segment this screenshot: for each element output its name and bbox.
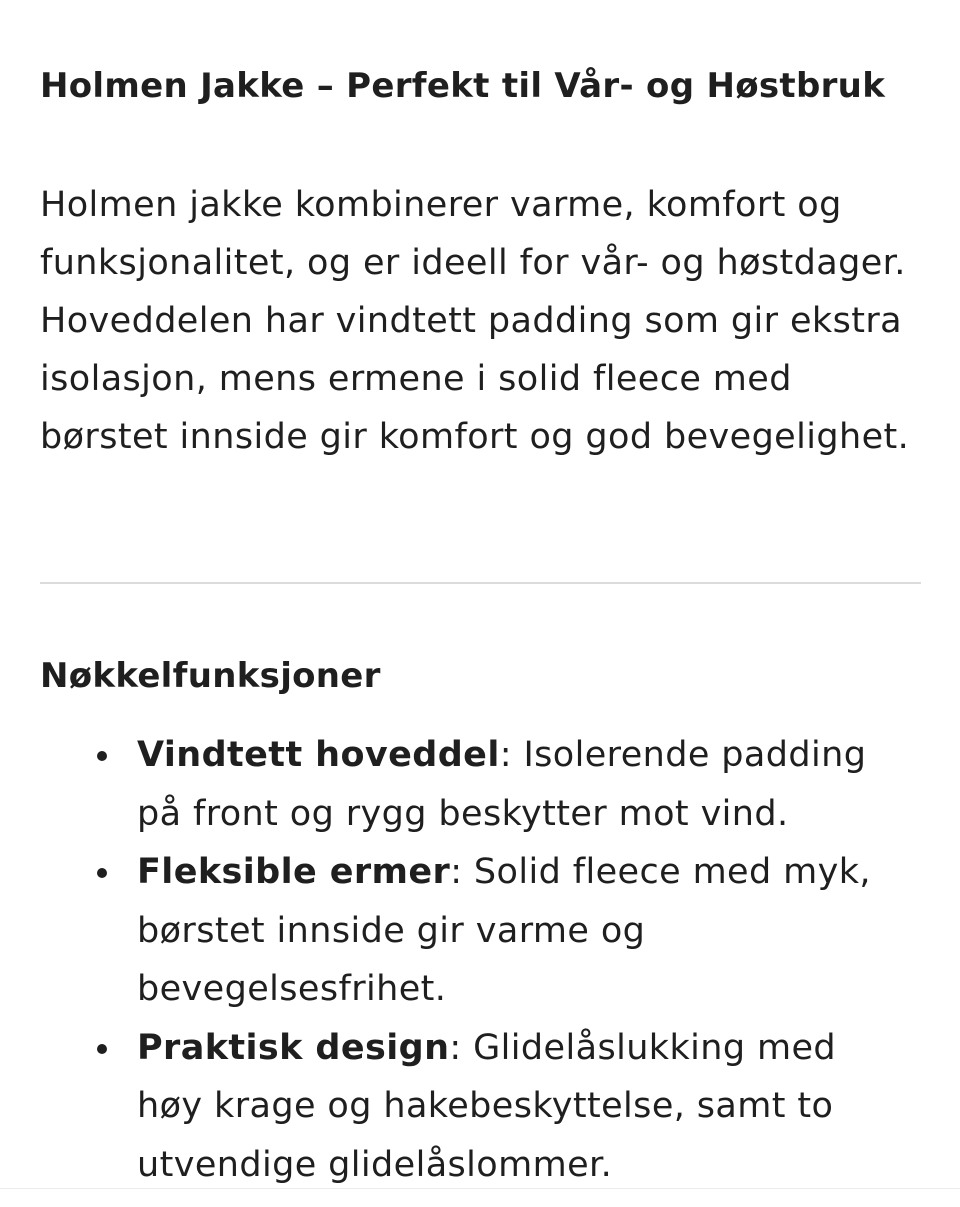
features-heading: Nøkkelfunksjoner — [40, 656, 381, 696]
list-item — [40, 726, 900, 843]
bottom-divider — [0, 1188, 960, 1189]
intro-paragraph: Holmen jakke kombinerer varme, komfort og funksjonalitet, og er ideell for vår- og høstdager. Hoveddelen har vindtett padding som gir ekstra isolasjon, mens ermene i solid fleece med børstet innside gir komfort og god bevegelighet. — [40, 185, 910, 457]
features-list — [40, 726, 900, 1194]
feature-name: Praktisk design — [137, 1027, 450, 1068]
list-item — [40, 843, 900, 1019]
feature-description: Isolerende padding på front og rygg beskytter mot vind. — [137, 735, 867, 834]
bullet-icon — [97, 868, 107, 878]
feature-description: Glidelåslukking med høy krage og hakebeskyttelse, samt to utvendige glidelåslommer. — [137, 1027, 837, 1185]
page-title: Holmen Jakke – Perfekt til Vår- og Høstbruk — [40, 66, 886, 106]
list-item — [40, 1019, 900, 1195]
section-divider — [40, 582, 921, 584]
feature-name: Vindtett hoveddel — [137, 735, 500, 775]
feature-name: Fleksible ermer — [137, 852, 451, 892]
feature-separator: : — [499, 735, 512, 775]
feature-separator: : — [450, 852, 463, 892]
feature-separator: : — [449, 1027, 462, 1068]
feature-description: Solid fleece med myk, børstet innside gir varme og bevegelsesfrihet. — [137, 852, 871, 1009]
bullet-icon — [97, 1044, 107, 1054]
bullet-icon — [97, 751, 107, 761]
